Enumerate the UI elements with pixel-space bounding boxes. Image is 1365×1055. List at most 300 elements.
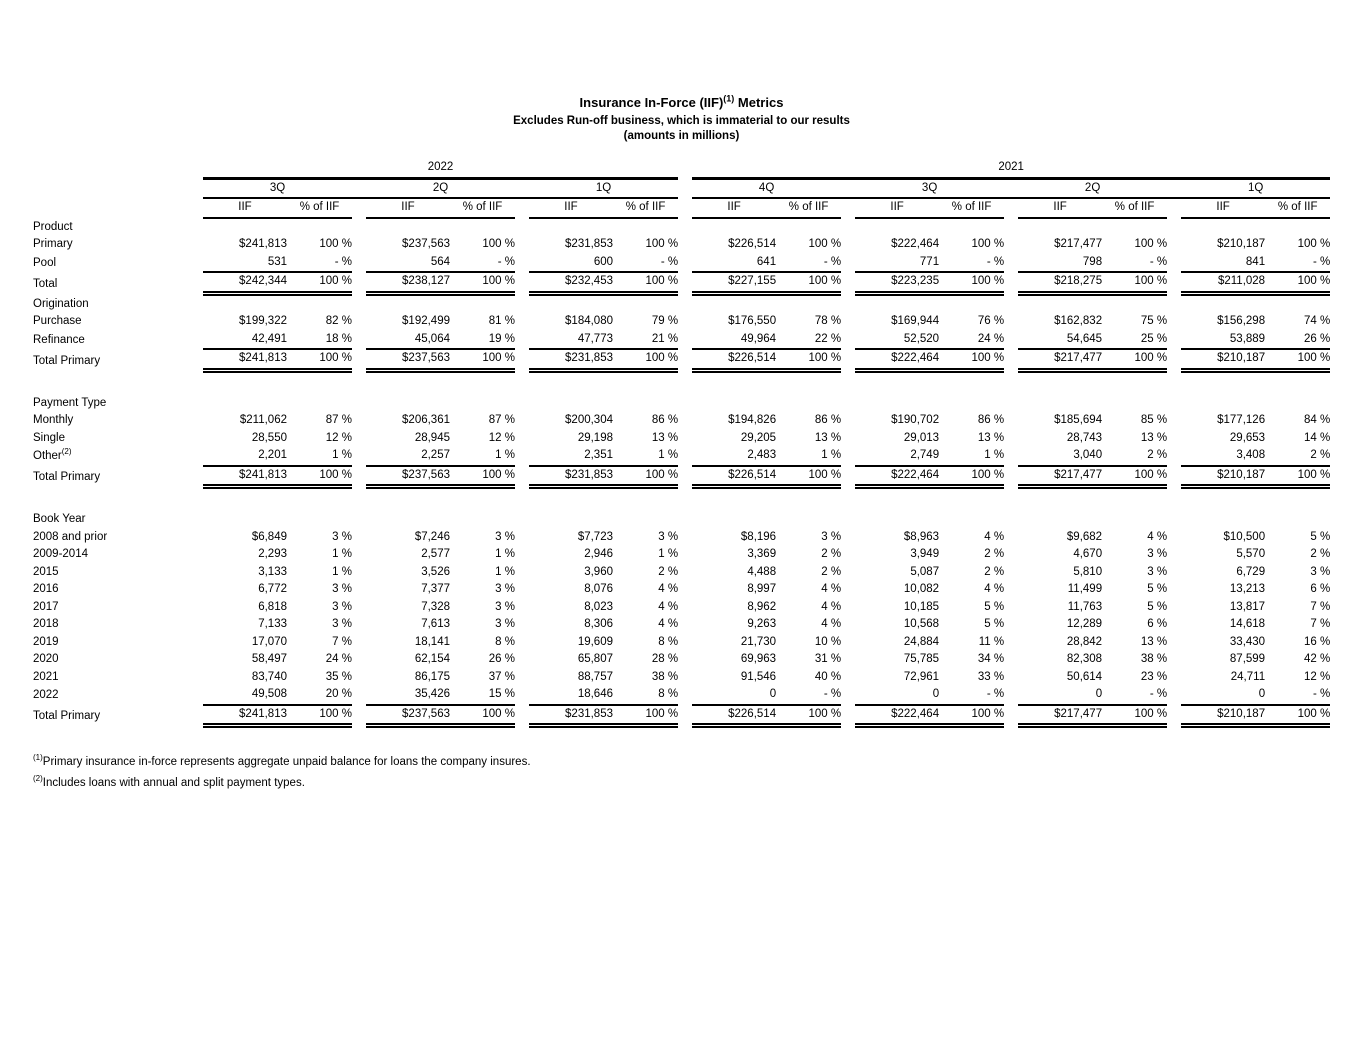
quarter-header: 3Q xyxy=(855,178,1004,198)
iif-value: $231,853 xyxy=(529,705,613,726)
pct-of-iif-value: 25 % xyxy=(1102,331,1167,350)
iif-value: 19,609 xyxy=(577,635,613,648)
section-header: Payment Type xyxy=(33,396,107,409)
spacer xyxy=(352,198,366,218)
iif-value: $226,514 xyxy=(692,705,776,726)
iif-value: 3,369 xyxy=(747,548,777,560)
spacer xyxy=(678,430,692,448)
spacer xyxy=(692,218,776,237)
spacer xyxy=(1004,412,1018,430)
spacer xyxy=(1004,293,1018,313)
spacer xyxy=(352,178,366,198)
iif-value: $241,813 xyxy=(203,466,287,487)
spacer xyxy=(352,218,366,237)
total-label: Total Primary xyxy=(33,471,101,483)
column-header-iif: IIF xyxy=(1181,198,1265,218)
pct-of-iif-value: 24 % xyxy=(325,653,352,665)
spacer xyxy=(352,599,366,617)
spacer xyxy=(678,293,692,313)
pct-of-iif-value: 3 % xyxy=(1147,565,1168,578)
iif-value: 82,308 xyxy=(1066,653,1103,665)
iif-value: $241,813 xyxy=(203,349,287,370)
iif-value: $222,464 xyxy=(891,238,940,250)
iif-value: 2,483 xyxy=(692,447,776,466)
spacer xyxy=(1004,349,1018,370)
pct-of-iif-value: 1 % xyxy=(332,548,352,560)
pct-of-iif-value: 6 % xyxy=(1310,583,1331,595)
spacer xyxy=(1167,546,1181,564)
pct-of-iif-value: 100 % xyxy=(613,466,678,487)
row-label: 2015 xyxy=(33,565,59,578)
pct-of-iif-value: 100 % xyxy=(1297,238,1331,250)
iif-value: 28,550 xyxy=(251,431,287,444)
spacer xyxy=(1004,581,1018,599)
spacer xyxy=(678,564,692,582)
pct-of-iif-value: 4 % xyxy=(658,618,679,630)
iif-value: 28,842 xyxy=(1066,635,1103,648)
spacer xyxy=(515,669,529,687)
spacer xyxy=(287,218,352,237)
spacer xyxy=(287,395,352,413)
spacer xyxy=(515,564,529,582)
spacer xyxy=(515,616,529,634)
spacer xyxy=(841,198,855,218)
pct-of-iif-value: 100 % xyxy=(776,705,841,726)
pct-of-iif-value: 7 % xyxy=(332,635,352,648)
spacer xyxy=(1167,511,1181,529)
iif-value: 86,175 xyxy=(414,670,450,683)
pct-of-iif-value: 4 % xyxy=(821,583,842,595)
pct-of-iif-value: 5 % xyxy=(984,618,1005,630)
spacer xyxy=(841,178,855,198)
iif-value: 62,154 xyxy=(414,653,450,665)
iif-value: 3,526 xyxy=(421,565,450,578)
pct-of-iif-value: 1 % xyxy=(939,447,1004,466)
iif-value: 0 xyxy=(1018,686,1102,705)
pct-of-iif-value: 100 % xyxy=(319,238,352,250)
column-header-iif: IIF xyxy=(855,198,939,218)
spacer xyxy=(1004,395,1018,413)
spacer xyxy=(1167,254,1181,273)
pct-of-iif-value: 5 % xyxy=(1147,583,1168,595)
spacer xyxy=(1004,236,1018,254)
spacer xyxy=(1004,178,1018,198)
spacer xyxy=(1004,634,1018,652)
iif-value: 53,889 xyxy=(1181,331,1265,350)
spacer xyxy=(678,511,692,529)
spacer xyxy=(613,218,678,237)
pct-of-iif-value: 21 % xyxy=(613,331,678,350)
spacer xyxy=(450,218,515,237)
quarter-header: 3Q xyxy=(203,178,352,198)
spacer xyxy=(678,546,692,564)
pct-of-iif-value: 33 % xyxy=(977,670,1005,683)
pct-of-iif-value: 20 % xyxy=(287,686,352,705)
spacer xyxy=(613,293,678,313)
spacer xyxy=(1004,313,1018,331)
spacer xyxy=(1004,511,1018,529)
pct-of-iif-value: 3 % xyxy=(1147,548,1168,560)
iif-value: $231,853 xyxy=(529,466,613,487)
spacer xyxy=(515,546,529,564)
iif-value: 7,133 xyxy=(258,618,287,630)
year-header: 2022 xyxy=(203,159,678,178)
spacer xyxy=(1265,293,1330,313)
pct-of-iif-value: 100 % xyxy=(450,349,515,370)
row-label: 2017 xyxy=(33,600,59,613)
iif-value: 47,773 xyxy=(529,331,613,350)
pct-of-iif-value: 5 % xyxy=(984,600,1005,613)
spacer xyxy=(352,313,366,331)
spacer xyxy=(1167,395,1181,413)
year-gap xyxy=(678,159,692,178)
iif-value: 5,810 xyxy=(1073,565,1103,578)
spacer xyxy=(841,581,855,599)
pct-of-iif-value: 8 % xyxy=(613,686,678,705)
iif-value: 11,499 xyxy=(1067,583,1103,595)
pct-of-iif-value: 100 % xyxy=(1265,349,1330,370)
spacer xyxy=(203,395,287,413)
iif-value: 10,082 xyxy=(903,583,940,595)
pct-of-iif-value: 7 % xyxy=(1310,600,1331,613)
spacer xyxy=(1167,178,1181,198)
quarter-header: 2Q xyxy=(1018,178,1167,198)
iif-value: $237,563 xyxy=(366,349,450,370)
pct-of-iif-value: 38 % xyxy=(651,670,679,683)
spacer xyxy=(515,686,529,705)
pct-of-iif-value: 11 % xyxy=(978,635,1005,648)
spacer xyxy=(515,254,529,273)
iif-value: 69,963 xyxy=(740,653,777,665)
iif-value: $238,127 xyxy=(366,272,450,293)
iif-value: 29,198 xyxy=(577,431,613,444)
pct-of-iif-value: - % xyxy=(1102,686,1167,705)
iif-value: $211,062 xyxy=(239,414,287,426)
spacer xyxy=(203,293,287,313)
iif-value: 600 xyxy=(529,254,613,273)
spacer xyxy=(529,218,613,237)
iif-value: $8,196 xyxy=(740,530,777,543)
spacer xyxy=(678,236,692,254)
spacer xyxy=(1181,218,1265,237)
iif-value: 7,328 xyxy=(421,600,450,613)
pct-of-iif-value: 2 % xyxy=(984,565,1005,578)
iif-value: 18,646 xyxy=(529,686,613,705)
quarter-header: 2Q xyxy=(366,178,515,198)
spacer xyxy=(841,349,855,370)
pct-of-iif-value: 3 % xyxy=(658,530,679,543)
spacer xyxy=(352,651,366,669)
spacer xyxy=(678,412,692,430)
spacer xyxy=(678,651,692,669)
iif-value: 65,807 xyxy=(577,653,613,665)
pct-of-iif-value: 8 % xyxy=(495,635,515,648)
spacer xyxy=(841,293,855,313)
iif-value: 2,293 xyxy=(258,548,287,560)
iif-value: $210,187 xyxy=(1217,238,1266,250)
iif-value: $7,246 xyxy=(414,530,450,543)
iif-value: 10,568 xyxy=(903,618,940,630)
iif-value: 6,818 xyxy=(258,600,287,613)
pct-of-iif-value: 100 % xyxy=(776,349,841,370)
spacer xyxy=(1181,511,1265,529)
spacer xyxy=(939,511,1004,529)
spacer xyxy=(678,313,692,331)
spacer xyxy=(678,581,692,599)
iif-value: $199,322 xyxy=(239,315,287,327)
section-gap xyxy=(33,370,1330,395)
spacer xyxy=(1018,218,1102,237)
iif-value: 771 xyxy=(855,254,939,273)
pct-of-iif-value: 100 % xyxy=(645,238,679,250)
spacer xyxy=(678,529,692,547)
pct-of-iif-value: 13 % xyxy=(814,431,842,444)
spacer xyxy=(692,293,776,313)
row-label: 2008 and prior xyxy=(33,530,108,543)
column-header-pct: % of IIF xyxy=(939,198,1004,218)
spacer xyxy=(841,466,855,487)
iif-value: 88,757 xyxy=(577,670,613,683)
spacer xyxy=(1004,669,1018,687)
pct-of-iif-value: 75 % xyxy=(1140,315,1168,327)
iif-value: 33,430 xyxy=(1229,635,1266,648)
spacer xyxy=(1004,529,1018,547)
pct-of-iif-value: 3 % xyxy=(821,530,842,543)
footnote-2-text: Includes loans with annual and split payment types. xyxy=(42,777,305,789)
column-header-iif: IIF xyxy=(1018,198,1102,218)
spacer xyxy=(841,529,855,547)
pct-of-iif-value: 4 % xyxy=(821,600,842,613)
spacer xyxy=(1018,395,1102,413)
iif-value: $217,477 xyxy=(1054,238,1103,250)
spacer xyxy=(678,599,692,617)
footnote-2 xyxy=(33,776,1365,790)
pct-of-iif-value: 1 % xyxy=(450,447,515,466)
pct-of-iif-value: 79 % xyxy=(651,315,679,327)
spacer xyxy=(366,511,450,529)
iif-value: 91,546 xyxy=(740,670,777,683)
spacer xyxy=(1004,218,1018,237)
pct-of-iif-value: 100 % xyxy=(939,272,1004,293)
pct-of-iif-value: 1 % xyxy=(613,447,678,466)
spacer xyxy=(841,218,855,237)
footnote-1 xyxy=(33,755,1365,769)
iif-value: 21,730 xyxy=(740,635,777,648)
iif-value: $232,453 xyxy=(529,272,613,293)
iif-value: 3,133 xyxy=(258,565,287,578)
pct-of-iif-value: 42 % xyxy=(1304,653,1331,665)
pct-of-iif-value: 100 % xyxy=(1102,466,1167,487)
year-gap xyxy=(678,178,692,198)
spacer xyxy=(678,254,692,273)
pct-of-iif-value: 26 % xyxy=(1265,331,1330,350)
spacer xyxy=(678,447,692,466)
iif-value: 6,772 xyxy=(258,583,287,595)
spacer xyxy=(203,218,287,237)
quarter-header: 4Q xyxy=(692,178,841,198)
pct-of-iif-value: 4 % xyxy=(821,618,842,630)
row-label-column xyxy=(33,178,203,198)
row-label-column xyxy=(33,198,203,218)
spacer xyxy=(1167,466,1181,487)
iif-value: $210,187 xyxy=(1181,705,1265,726)
spacer xyxy=(1167,198,1181,218)
pct-of-iif-value: - % xyxy=(450,254,515,273)
pct-of-iif-value: 4 % xyxy=(1147,530,1168,543)
spacer xyxy=(515,430,529,448)
spacer xyxy=(1265,511,1330,529)
spacer xyxy=(1181,395,1265,413)
spacer xyxy=(352,669,366,687)
row-label: 2020 xyxy=(33,653,59,665)
title-block xyxy=(33,95,1330,142)
iif-value: $241,813 xyxy=(203,705,287,726)
pct-of-iif-value: 2 % xyxy=(1102,447,1167,466)
pct-of-iif-value: 31 % xyxy=(814,653,842,665)
iif-value: 641 xyxy=(692,254,776,273)
row-label: Purchase xyxy=(33,315,82,327)
pct-of-iif-value: 100 % xyxy=(808,238,842,250)
iif-value: $242,344 xyxy=(203,272,287,293)
spacer xyxy=(1167,564,1181,582)
column-header-pct: % of IIF xyxy=(1265,198,1330,218)
section-header: Book Year xyxy=(33,513,86,525)
spacer xyxy=(450,511,515,529)
iif-value: $241,813 xyxy=(239,238,287,250)
pct-of-iif-value: 1 % xyxy=(287,447,352,466)
spacer xyxy=(841,564,855,582)
spacer xyxy=(515,634,529,652)
pct-of-iif-value: 100 % xyxy=(939,349,1004,370)
units-note: (amounts in millions) xyxy=(623,130,740,142)
spacer xyxy=(352,447,366,466)
pct-of-iif-value: 78 % xyxy=(814,315,842,327)
spacer xyxy=(352,511,366,529)
spacer xyxy=(352,616,366,634)
pct-of-iif-value: - % xyxy=(776,254,841,273)
iif-value: 7,377 xyxy=(421,583,450,595)
pct-of-iif-value: 2 % xyxy=(821,565,842,578)
iif-value: 531 xyxy=(203,254,287,273)
spacer xyxy=(678,634,692,652)
spacer xyxy=(515,581,529,599)
pct-of-iif-value: 2 % xyxy=(821,548,842,560)
footnote-2-marker: (2) xyxy=(33,774,43,784)
spacer xyxy=(352,564,366,582)
iif-value: 798 xyxy=(1018,254,1102,273)
spacer xyxy=(841,236,855,254)
spacer xyxy=(841,616,855,634)
spacer xyxy=(352,466,366,487)
spacer xyxy=(841,430,855,448)
iif-value: 3,960 xyxy=(584,565,613,578)
iif-value: 9,263 xyxy=(747,618,777,630)
iif-value: $10,500 xyxy=(1223,530,1266,543)
spacer xyxy=(1102,395,1167,413)
iif-value: 14,618 xyxy=(1229,618,1266,630)
pct-of-iif-value: 81 % xyxy=(488,315,515,327)
spacer xyxy=(352,412,366,430)
pct-of-iif-value: 100 % xyxy=(450,272,515,293)
iif-value: 50,614 xyxy=(1066,670,1103,683)
footnote-1-marker: (1) xyxy=(33,753,43,763)
iif-value: 45,064 xyxy=(366,331,450,350)
pct-of-iif-value: 100 % xyxy=(1102,272,1167,293)
iif-value: 0 xyxy=(855,686,939,705)
spacer xyxy=(841,313,855,331)
page-subtitle: Excludes Run-off business, which is immaterial to our results xyxy=(513,115,850,127)
spacer xyxy=(1004,430,1018,448)
pct-of-iif-value: 100 % xyxy=(776,466,841,487)
pct-of-iif-value: 3 % xyxy=(332,618,352,630)
iif-value: $218,275 xyxy=(1018,272,1102,293)
section-header: Origination xyxy=(33,297,89,310)
iif-metrics-table xyxy=(33,159,1330,728)
pct-of-iif-value: 100 % xyxy=(1265,705,1330,726)
spacer xyxy=(1167,581,1181,599)
pct-of-iif-value: 100 % xyxy=(287,466,352,487)
iif-value: $226,514 xyxy=(692,466,776,487)
row-label: 2022 xyxy=(33,689,59,701)
pct-of-iif-value: 16 % xyxy=(1304,635,1331,648)
pct-of-iif-value: 26 % xyxy=(488,653,515,665)
spacer xyxy=(515,272,529,293)
spacer xyxy=(1167,293,1181,313)
spacer xyxy=(1018,511,1102,529)
iif-value: 564 xyxy=(366,254,450,273)
spacer xyxy=(515,599,529,617)
iif-value: 28,945 xyxy=(414,431,450,444)
spacer xyxy=(678,466,692,487)
pct-of-iif-value: 100 % xyxy=(1265,272,1330,293)
pct-of-iif-value: - % xyxy=(939,254,1004,273)
pct-of-iif-value: 38 % xyxy=(1140,653,1168,665)
pct-of-iif-value: 2 % xyxy=(984,548,1005,560)
pct-of-iif-value: 28 % xyxy=(651,653,679,665)
iif-value: $217,477 xyxy=(1018,466,1102,487)
spacer xyxy=(352,686,366,705)
iif-value: 2,257 xyxy=(366,447,450,466)
spacer xyxy=(515,705,529,726)
iif-value: $227,155 xyxy=(692,272,776,293)
spacer xyxy=(692,511,776,529)
spacer xyxy=(1004,651,1018,669)
pct-of-iif-value: 1 % xyxy=(495,565,515,578)
pct-of-iif-value: 7 % xyxy=(1310,618,1331,630)
iif-value: 10,185 xyxy=(903,600,940,613)
spacer xyxy=(515,511,529,529)
spacer xyxy=(1004,254,1018,273)
iif-value: 11,763 xyxy=(1067,600,1103,613)
pct-of-iif-value: 74 % xyxy=(1304,315,1331,327)
spacer xyxy=(841,669,855,687)
spacer xyxy=(515,529,529,547)
iif-value: $200,304 xyxy=(565,414,613,426)
spacer xyxy=(1102,218,1167,237)
spacer xyxy=(678,198,692,218)
iif-value: 6,729 xyxy=(1236,565,1266,578)
iif-value: 5,570 xyxy=(1236,548,1266,560)
spacer xyxy=(1018,293,1102,313)
iif-value: 13,817 xyxy=(1229,600,1266,613)
pct-of-iif-value: 86 % xyxy=(977,414,1005,426)
iif-value: 18,141 xyxy=(414,635,450,648)
spacer xyxy=(678,705,692,726)
row-label-column xyxy=(33,159,203,178)
pct-of-iif-value: 40 % xyxy=(814,670,842,683)
spacer xyxy=(939,395,1004,413)
iif-value: $222,464 xyxy=(855,705,939,726)
